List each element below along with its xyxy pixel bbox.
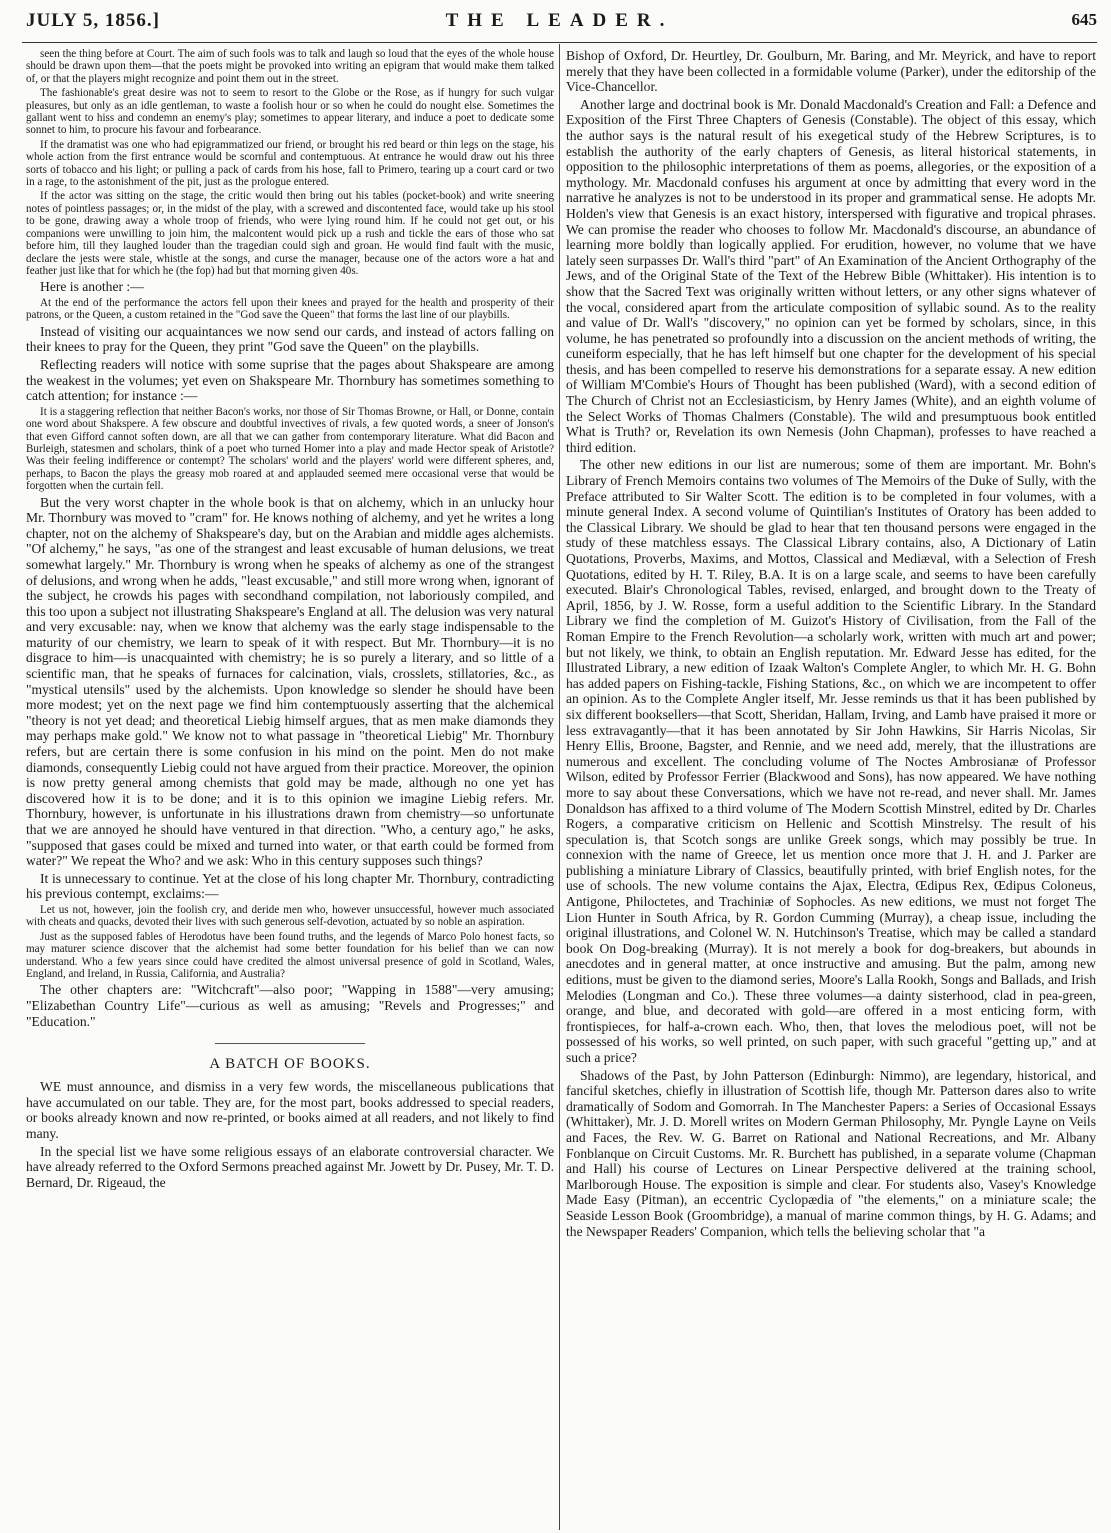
paragraph: In the special list we have some religious essays of an elaborate controversial character. We have already referred to the Oxford Sermons preached against Mr. Jowett by Dr. Pusey, Mr. T. D. Bernard, Dr. Rigeaud, the bbox=[26, 1143, 554, 1190]
paragraph: Here is another :— bbox=[40, 279, 144, 295]
section-text bbox=[26, 1079, 554, 1190]
paragraph: Instead of visiting our acquaintances we now send our cards, and instead of actors falling on their knees to pray for the Queen, they print "God save the Queen" on the playbills. bbox=[26, 323, 554, 355]
paragraph: It is a staggering reflection that neither Bacon's works, nor those of Sir Thomas Browne, or Hall, or Donne, contain one word about Shakspere. A few obscure and doubtful invectives of rivals, a few quoted words, a sneer of Jonson's that even Gifford cannot soften down, are all that we can gather from contemporary literature. What did Bacon and Burleigh, statesmen and scholars, think of a poet who turned Homer into a play and made Hector speak of Aristotle? Was their feeling indifference or contempt? The scholars' world and the players' world were different spheres, and, perhaps, to Bacon the plays the greasy mob roared at and applauded seemed mere occasional verse that would be forgotten when the curtain fell. bbox=[26, 405, 554, 493]
paragraph: Shadows of the Past, by John Patterson (Edinburgh: Nimmo), are legendary, historical, and fanciful sketches, chiefly in illustration of Scottish life, though Mr. Patterson dares also to write dramatically of Sodom and Gomorrah. In The Manchester Papers: a Series of Occasional Essays (Whittaker), Mr. J. D. Morell writes on Modern German Philosophy, Mr. Pyngle Layne on Veils and Faces, the Rev. W. G. Barret on Rational and National Recreations, and Mr. Albany Fonblanque on Circuit Customs. Mr. R. Burchett has published, in a separate volume (Chapman and Hall) his course of Lectures on Linear Perspective delivered at the training school, Marlborough House. The exposition is simple and clear. For students also, Vasey's Knowledge Made Easy (Pitman), an eccentric Cyclopædia of "the elements," on a miniature scale; the Seaside Lesson Book (Groombridge), a manual of marine common things, by H. G. Adams; and the Newspaper Readers' Companion, which tells the believing scholar that "a bbox=[566, 1067, 1096, 1239]
paragraph: At the end of the performance the actors fell upon their knees and prayed for the health and prosperity of their patrons, or the Queen, a custom retained in the "God save the Queen" that forms the last line of our playbills. bbox=[26, 296, 554, 322]
section-heading: A BATCH OF BOOKS. bbox=[209, 1056, 371, 1073]
paragraph: Let us not, however, join the foolish cry, and deride men who, however unsuccessful, however much associated with cheats and quacks, devoted their lives with such generous self-devotion, actuated by so noble an aspiration. bbox=[26, 903, 554, 929]
left-column bbox=[26, 48, 554, 1526]
newspaper-title: THE LEADER. bbox=[445, 10, 674, 31]
column-divider bbox=[559, 44, 560, 1530]
paragraph: Bishop of Oxford, Dr. Heurtley, Dr. Goulburn, Mr. Baring, and Mr. Meyrick, and have to report merely that they have been collected in a formidable volume (Parker), under the editorship of the Vice-Chancellor. bbox=[566, 48, 1096, 95]
header-rule bbox=[22, 42, 1097, 43]
paragraph: The other new editions in our list are numerous; some of them are important. Mr. Bohn's Library of French Memoirs contains two volumes of The Memoirs of the Duke of Sully, with the Preface attributed to Sir Walter Scott. The edition is to be completed in four volumes, with a minute general Index. A second volume of Quintilian's Institutes of Oratory has been added to the Classical Library. We should be glad to hear that ten thousand persons were engaged in the study of these matchless essays. The Classical Library contains, also, A Dictionary of Latin Quotations, Proverbs, Maxims, and Mottos, Classical and Mediæval, with a Selection of Fresh Quotations, edited by H. T. Riley, B.A. It is on a large scale, and seems to have been carefully executed. Blair's Chronological Tables, revised, enlarged, and brought down to the Treaty of April, 1856, by J. W. Rosse, form a useful addition to the Scientific Library. In the Standard Library we find the completion of M. Guizot's History of Civilisation, from the Fall of the Roman Empire to the French Revolution—a scholarly work, written with much art and power; but not likely, we think, to obtain an English reputation. Mr. Edward Jesse has edited, for the Illustrated Library, a new edition of Izaak Walton's Complete Angler, to which Mr. H. G. Bohn has added papers on Fishing-tackle, Fishing Stations, &c., on which we are incompetent to offer an opinion. As to the Complete Angler itself, Mr. Jesse reminds us that it has been published by six different booksellers—that Scott, Sheridan, Hallam, Irving, and Lamb have praised it more or less extravagantly—that it has been annotated by Sir John Hawkins, Sir Harris Nicolas, Sir Henry Ellis, Broone, Bagster, and Rennie, and we need add, merely, that the illustrations are numerous and excellent. The concluding volume of The Noctes Ambrosianæ of Professor Wilson, edited by Professor Ferrier (Blackwood and Sons), has now appeared. We have nothing more to say about these Conversations, which we have not re-read, and never shall. Mr. James Donaldson has affixed to a third volume of The Modern Scottish Minstrel, edited by Dr. Charles Rogers, a comparative criticism on Hellenic and Scottish Minstrelsy. The result of his speculation is, that Scotch songs are unlike Greek songs, which may possibly be true. In connexion with the name of Greece, let us mention once more that J. H. and J. Parker are publishing a miniature Library of Classics, beautifully printed, with brief English notes, for the use of schools. The new volume contains the Ajax, Electra, Œdipus Rex, Œdipus Coloneus, Antigone, Philoctetes, and Trachiniæ of Sophocles. As new editions, we must not forget The Lion Hunter in South Africa, by R. Gordon Cumming (Murray), a cheap issue, including the original illustrations, and Colonel W. N. Hutchinson's Treatise, which may be called a standard book On Dog-breaking (Murray). It is not merely a book for dog-breakers, but abounds in anecdotes and in general matter, at once instructive and amusing. But the palm, among new editions, must be given to the diamond series, Moore's Lalla Rookh, Songs and Ballads, and Irish Melodies (Longman and Co.). These three volumes—a dainty sisterhood, clad in pea-green, orange, and blue, and decorated with gold—are offered in a most enticing form, with frontispieces, for half-a-crown each. Who, then, that loves the melodious poet, will not be possessed of his works, so well printed, on such paper, with such graceful "getting up," and at such a price? bbox=[566, 457, 1096, 1065]
issue-date: JULY 5, 1856.] bbox=[26, 10, 160, 31]
paragraph: The other chapters are: "Witchcraft"—also poor; "Wapping in 1588"—very amusing; "Elizabethan Country Life"—curious as well as amusing; "Revels and Progresses;" and "Education." bbox=[26, 982, 554, 1029]
paragraph: Another large and doctrinal book is Mr. Donald Macdonald's Creation and Fall: a Defence and Exposition of the First Three Chapters of Genesis (Constable). The object of this essay, which the author says is the natural result of his exegetical study of the Hebrew Scriptures, is to establish the authority of the early chapters of Genesis, as literal historical statements, in opposition to the philosophic interpretations of them as poems, allegories, or the exposition of a mythology. Mr. Macdonald confuses his argument at once by admitting that every word in the narrative he analyzes is not to be understood in its proper and grammatical sense. He adopts Mr. Holden's view that Genesis is an exact history, interspersed with figurative and tropical phrases. We can promise the reader who chooses to follow Mr. Macdonald's discourse, an abundance of learning more boldly than logically applied. For erudition, however, no volume that we have lately seen surpasses Dr. Wall's third "part" of An Examination of the Ancient Orthography of the Jews, and of the Original State of the Text of the Hebrew Bible (Whittaker). His intention is to show that the Sacred Text was originally written without letters, or any other signs whatever of the vocal, considered apart from the articulate composition of syllabic sound. As to the reality and value of Dr. Wall's "discovery," no opinion can yet be formed by scholars, since, in this volume, he has penetrated so profoundly into a discussion on the ancient methods of writing, the cuneiform especially, that he has left himself but one chapter for the development of his special thesis, and has been compelled to reserve his demonstrations for a separate essay. A new edition of William M'Combie's Hours of Thought has been published (Ward), with a second edition of The Church of Christ not an Ecclesiasticism, by Henry James (White), and an eighth volume of the Select Works of Thomas Chalmers (Constable). The wild and presumptuous book entitled What is Truth? or, Revelation its own Nemesis (John Chapman), professes to have reached a third edition. bbox=[566, 96, 1096, 455]
paragraph: The fashionable's great desire was not to seem to resort to the Globe or the Rose, as if hungry for such vulgar pleasures, but only as an idle gentleman, to waste a foolish hour or so when he could do nought else. Sometimes the gallant went to hiss and condemn an enemy's play; sometimes to appear literary, and induce a poet to dedicate some sonnet to him, to procure his favour and forbearance. bbox=[26, 87, 554, 137]
right-column bbox=[566, 48, 1096, 1526]
page-header bbox=[22, 8, 1097, 42]
left-column-text bbox=[26, 48, 554, 1029]
paragraph: WE must announce, and dismiss in a very few words, the miscellaneous publications that have accumulated on our table. They are, for the most part, books addressed to special readers, or books already known and now re-printed, or books aimed at all readers, and not likely to find many. bbox=[26, 1079, 554, 1141]
paragraph: Just as the supposed fables of Herodotus have been found truths, and the legends of Marco Polo honest facts, so may maturer science discover that the alchemist had some better foundation for his belief than we can now understand. Who a few years since could have credited the almost universal presence of gold in Scotland, Wales, England, and Ireland, in Russia, California, and Australia? bbox=[26, 930, 554, 980]
paragraph: But the very worst chapter in the whole book is that on alchemy, which in an unlucky hour Mr. Thornbury was moved to "cram" for. He knows nothing of alchemy, and yet he writes a long chapter, not on the alchemy of Shakspeare's day, but on the Arabian and middle ages alchemists. "Of alchemy," he says, "as one of the strangest and least excusable of human delusions, we treat somewhat largely." Mr. Thornbury is wrong when he speaks of alchemy as one of the strangest of delusions, and wrong when he adds, "least excusable," and still more wrong when, ignorant of the subject, he crowds his pages with secondhand compilation, not laboriously compiled, and this too upon a subject not illustrating Shakspeare's England at all. The delusion was very natural and very excusable: nay, when we know that alchemy was the early stage indispensable to the maturity of our chemistry, we learn to speak of it with respect. But Mr. Thornbury—it is no disgrace to him—is unacquainted with chemistry; he is so purely a literary, and so little of a scientific man, that he speaks of furnaces for calcination, vials, crosslets, stillatories, &c., as "mystical utensils" used by the alchemists. Upon knowledge so slender he should have been more modest; yet on the next page we find him contemptuously asserting that the alchemical "theory is not yet dead; and theoretical Liebig himself argues, that as men make diamonds they may perhaps make gold." We know not to what passage in "theoretical Liebig" Mr. Thornbury refers, but are certain there is some confusion in his mind on the point. Men do not make diamonds, consequently Liebig could not have argued from their practice. Moreover, the opinion is now pretty general among chemists that gold may be made, although no one yet has discovered how it is to be done; and it is to this opinion we imagine Liebig refers. Mr. Thornbury, however, is unfortunate in his illustrations drawn from chemistry—so unfortunate that we are annoyed he should have ventured in that direction. "Who, a century ago," he asks, "supposed that gases could be mixed and turned into water, or that earth could be formed from water?" We repeat the Who? and we ask: Who in this century supposes such things? bbox=[26, 494, 554, 869]
paragraph: Reflecting readers will notice with some suprise that the pages about Shakspeare are among the weakest in the volumes; yet even on Shakspeare Mr. Thornbury has sometimes something to catch attention; for instance :— bbox=[26, 356, 554, 404]
paragraph: If the actor was sitting on the stage, the critic would then bring out his tables (pocket-book) and write sneering notes of pointless passages; or, in the midst of the play, with a screwed and discontented face, would take up his stool to be gone, drawing away a whole troop of friends, who were lying round him. If he could not get out, or his companions were unwilling to join him, the malcontent would pick up a rush and tickle the ears of those who sat before him, till they laughed louder than the tragedian could sigh and groan. He would find fault with the music, declare the jests were stale, whistle at the songs, and curse the manager, because one of the actors wore a hat and feather just like that for which he (the fop) had but that morning given 40s. bbox=[26, 190, 554, 277]
section-divider bbox=[215, 1043, 365, 1044]
page-number: 645 bbox=[1071, 10, 1097, 29]
paragraph: It is unnecessary to continue. Yet at the close of his long chapter Mr. Thornbury, contradicting his previous contempt, exclaims:— bbox=[26, 870, 554, 902]
paragraph: If the dramatist was one who had epigrammatized our friend, or brought his red beard or thin legs on the stage, his whole action from the first entrance would be scornful and contemptuous. At entrance he would draw out his three sorts of tobacco and his light; or pulling a pack of cards from his hose, fall to Primero, tearing up a court card or two in a rage, to the astonishment of the pit, just as the prologue entered. bbox=[26, 138, 554, 189]
right-column-text bbox=[566, 48, 1096, 1239]
paragraph: seen the thing before at Court. The aim of such fools was to talk and laugh so loud that the eyes of the whole house should be drawn upon them—that the poets might be provoked into writing an epigram that would make them talked of, or that the players might recognize and point them out in the street. bbox=[26, 48, 554, 85]
